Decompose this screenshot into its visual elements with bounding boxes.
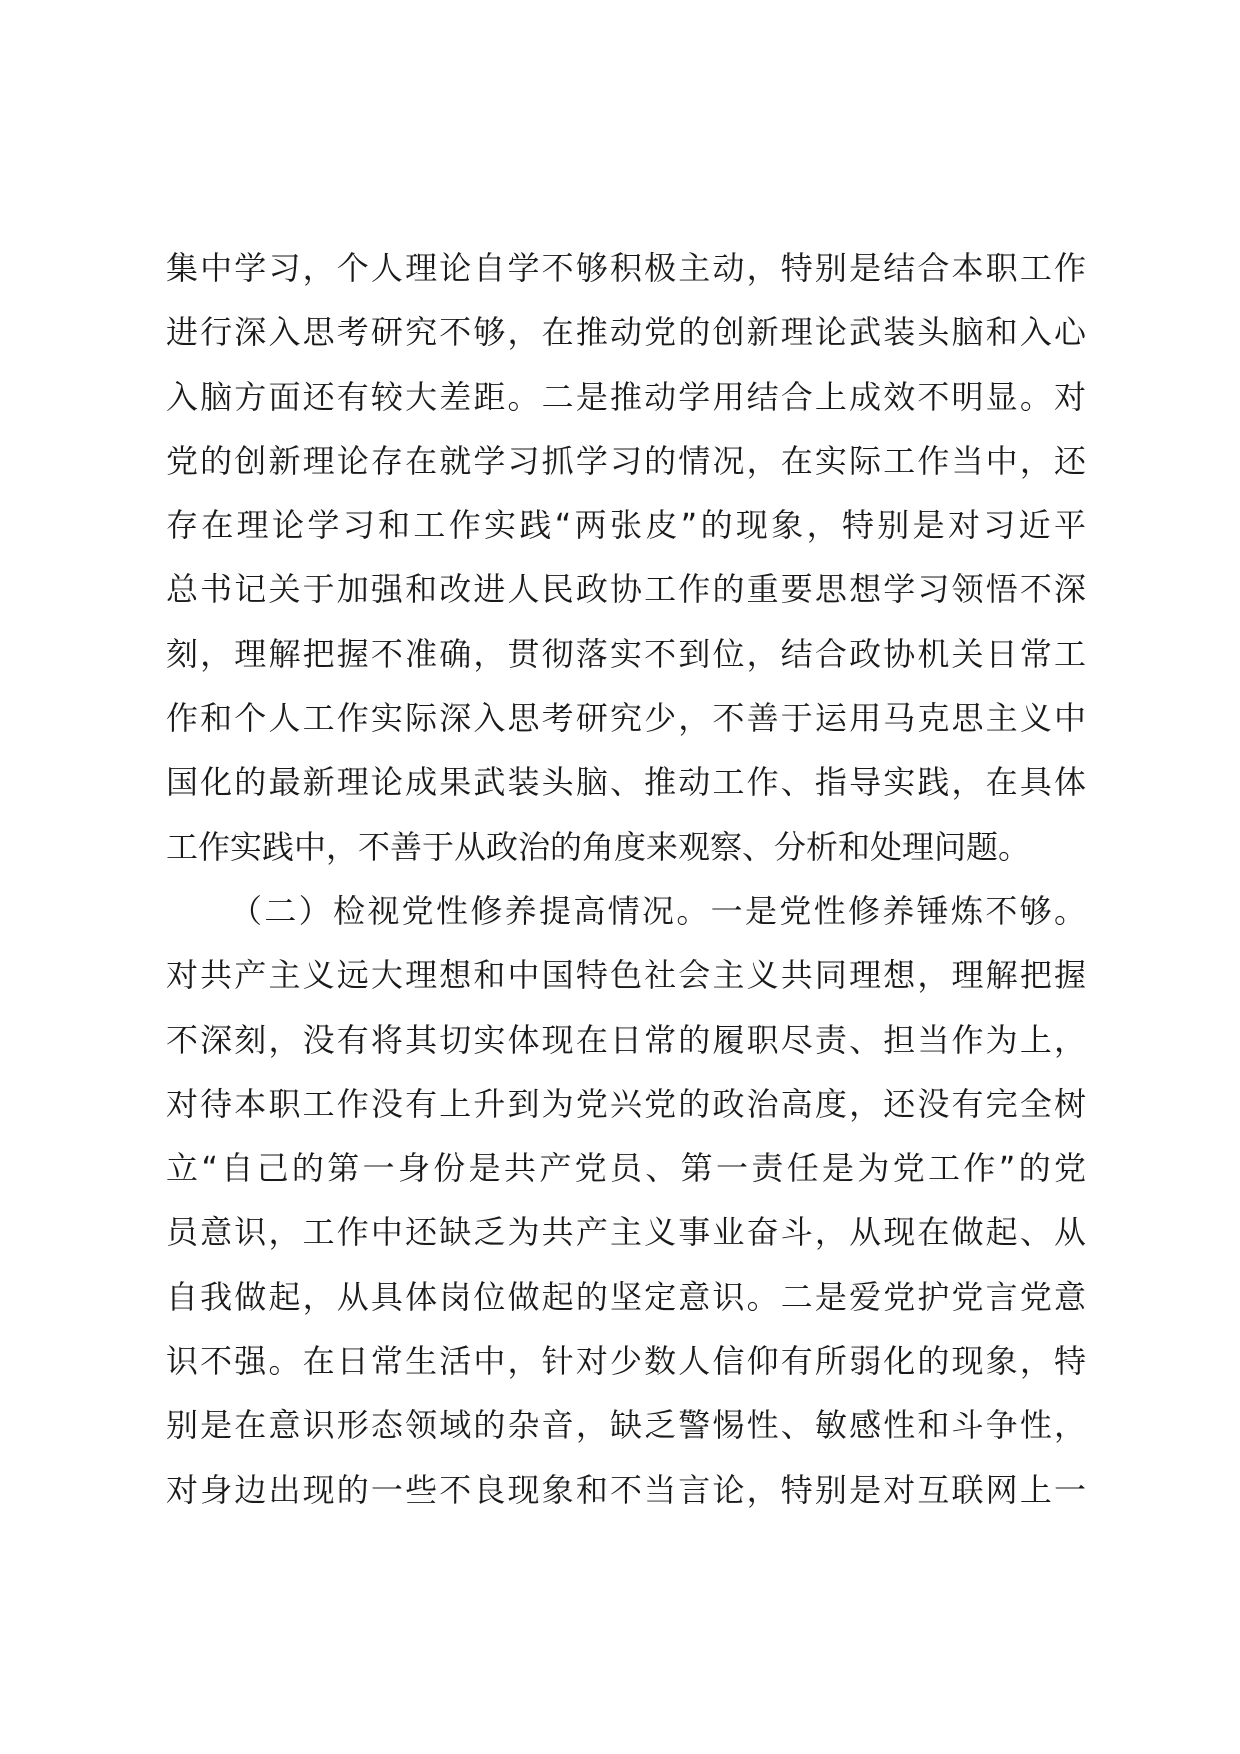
text-line: 国化的最新理论成果武装头脑、推动工作、指导实践，在具体: [166, 763, 1086, 802]
text-line: 入脑方面还有较大差距。二是推动学用结合上成效不明显。对: [166, 377, 1086, 416]
text-line: 刻，理解把握不准确，贯彻落实不到位，结合政协机关日常工: [166, 634, 1086, 673]
text-line: 工作实践中，不善于从政治的角度来观察、分析和处理问题。: [166, 827, 1031, 866]
text-line: 立“自己的第一身份是共产党员、第一责任是为党工作”的党: [166, 1149, 1086, 1188]
text-line: 存在理论学习和工作实践“两张皮”的现象，特别是对习近平: [166, 506, 1086, 545]
text-line: 识不强。在日常生活中，针对少数人信仰有所弱化的现象，特: [166, 1342, 1086, 1381]
text-line: 对身边出现的一些不良现象和不当言论，特别是对互联网上一: [166, 1470, 1086, 1509]
text-line: 不深刻，没有将其切实体现在日常的履职尽责、担当作为上，: [166, 1020, 1086, 1059]
text-line: 员意识，工作中还缺乏为共产主义事业奋斗，从现在做起、从: [166, 1213, 1086, 1252]
text-line: 对共产主义远大理想和中国特色社会主义共同理想，理解把握: [166, 956, 1086, 995]
text-line: 党的创新理论存在就学习抓学习的情况，在实际工作当中，还: [166, 441, 1086, 480]
text-line: 自我做起，从具体岗位做起的坚定意识。二是爱党护党言党意: [166, 1277, 1086, 1316]
section-heading-line: （二）检视党性修养提高情况。一是党性修养锤炼不够。: [230, 891, 1086, 930]
text-line: 作和个人工作实际深入思考研究少，不善于运用马克思主义中: [166, 699, 1086, 738]
text-line: 进行深入思考研究不够，在推动党的创新理论武装头脑和入心: [166, 313, 1086, 352]
text-line: 集中学习，个人理论自学不够积极主动，特别是结合本职工作: [166, 249, 1086, 287]
text-line: 别是在意识形态领域的杂音，缺乏警惕性、敏感性和斗争性，: [166, 1406, 1086, 1445]
body-text: [166, 236, 1086, 1522]
text-line: 对待本职工作没有上升到为党兴党的政治高度，还没有完全树: [166, 1084, 1086, 1123]
text-line: 总书记关于加强和改进人民政协工作的重要思想学习领悟不深: [166, 570, 1086, 609]
